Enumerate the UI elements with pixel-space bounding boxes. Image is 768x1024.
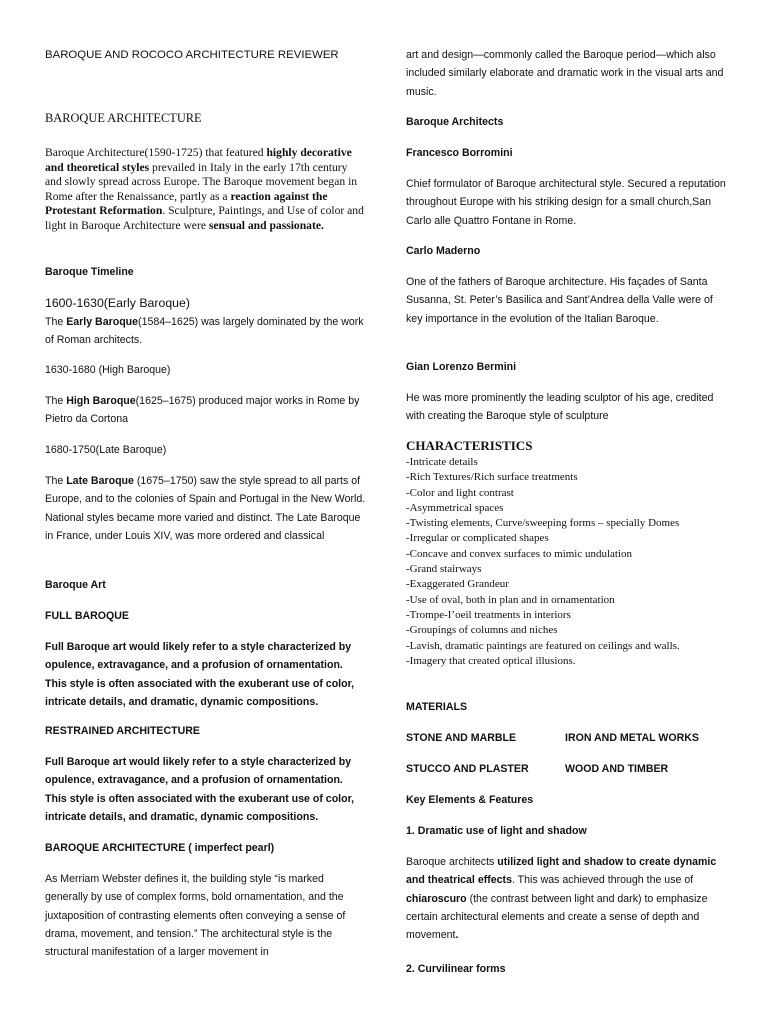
characteristic-item: -Irregular or complicated shapes bbox=[406, 532, 549, 545]
architect-text-maderno: One of the fathers of Baroque architecture. His façades of Santa Susanna, St. Peter’s Basilica and Sant’Andrea della Valle were of key importance in the evolution of the Italian Baroque. bbox=[406, 276, 713, 325]
art-heading: Baroque Art bbox=[45, 579, 106, 591]
characteristic-item: -Rich Textures/Rich surface treatments bbox=[406, 471, 578, 484]
materials-heading: MATERIALS bbox=[406, 701, 468, 713]
architect-name-bermini: Gian Lorenzo Bermini bbox=[406, 361, 517, 373]
materials-row-1 bbox=[406, 729, 728, 747]
characteristic-item: -Trompe-I’oeil treatments in interiors bbox=[406, 608, 571, 621]
late-range: 1680-1750(Late Baroque) bbox=[45, 444, 167, 456]
early-range: 1600-1630(Early Baroque) bbox=[45, 296, 190, 310]
pearl-heading: BAROQUE ARCHITECTURE ( imperfect pearl) bbox=[45, 842, 275, 854]
materials-row-2 bbox=[406, 760, 728, 778]
characteristic-item: -Color and light contrast bbox=[406, 486, 514, 499]
full-baroque-heading: FULL BAROQUE bbox=[45, 610, 129, 622]
continued-paragraph: art and design—commonly called the Baroque period—which also included similarly elaborate and dramatic work in the visual arts and music. bbox=[406, 49, 724, 98]
restrained-text: Full Baroque art would likely refer to a style characterized by opulence, extravagance, and a profusion of ornamentation. This style is often associated with the exuberant use of color, intricate details, and dramatic, dynamic compositions. bbox=[45, 756, 355, 823]
high-paragraph: The High Baroque(1625–1675) produced major works in Rome by Pietro da Cortona bbox=[45, 395, 360, 426]
characteristic-item: -Asymmetrical spaces bbox=[406, 501, 504, 514]
characteristic-item: -Grand stairways bbox=[406, 563, 482, 576]
material-item: IRON AND METAL WORKS bbox=[565, 732, 699, 744]
document-title: BAROQUE AND ROCOCO ARCHITECTURE REVIEWER bbox=[45, 49, 339, 61]
high-range: 1630-1680 (High Baroque) bbox=[45, 364, 171, 376]
material-item: STUCCO AND PLASTER bbox=[406, 763, 529, 775]
material-item: WOOD AND TIMBER bbox=[565, 763, 669, 775]
characteristic-item: -Groupings of columns and niches bbox=[406, 624, 558, 637]
timeline-heading: Baroque Timeline bbox=[45, 266, 134, 278]
architects-heading: Baroque Architects bbox=[406, 116, 504, 128]
late-paragraph: The Late Baroque (1675–1750) saw the style spread to all parts of Europe, and to the colonies of Spain and Portugal in the New World. National styles became more varied and distinct. The Late Baroque in France, under Louis XIV, was more ordered and classical bbox=[45, 475, 366, 542]
characteristic-item: -Lavish, dramatic paintings are featured on ceilings and walls. bbox=[406, 639, 680, 652]
characteristic-item: -Concave and convex surfaces to mimic undulation bbox=[406, 547, 633, 560]
intro-paragraph: Baroque Architecture(1590-1725) that featured highly decorative and theoretical styles prevailed in Italy in the early 17th century and slowly spread across Europe. The Baroque movement began in Rome after the Renaissance, partly as a reaction against the Protestant Reformation. Sculpture, Paintings, and Use of color and light in Baroque Architecture were sensual and passionate. bbox=[45, 146, 364, 232]
material-item: STONE AND MARBLE bbox=[406, 732, 517, 744]
pearl-text: As Merriam Webster defines it, the building style “is marked generally by use of complex forms, bold ornamentation, and the juxtaposition of contrasting elements often conveying a sense of drama, movement, and tension.” The architectural style is the structural manifestation of a larger movement in bbox=[45, 873, 346, 959]
architect-text-borromini: Chief formulator of Baroque architectural style. Secured a reputation throughout Europe with his striking design for a small church,San Carlo alle Quattro Fontane in Rome. bbox=[406, 178, 726, 227]
characteristic-item: -Exaggerated Grandeur bbox=[406, 578, 509, 591]
characteristic-item: -Imagery that created optical illusions. bbox=[406, 654, 576, 667]
characteristic-item: -Twisting elements, Curve/sweeping forms – specially Domes bbox=[406, 517, 680, 530]
light-heading: 1. Dramatic use of light and shadow bbox=[406, 825, 587, 837]
characteristics-list bbox=[406, 455, 728, 669]
architect-text-bermini: He was more prominently the leading sculptor of his age, credited with creating the Baroque style of sculpture bbox=[406, 392, 714, 423]
light-paragraph: Baroque architects utilized light and shadow to create dynamic and theatrical effects. This was achieved through the use of chiaroscuro (the contrast between light and dark) to emphasize certain architectural elements and create a sense of depth and movement. bbox=[406, 856, 717, 942]
characteristics-heading: CHARACTERISTICS bbox=[406, 438, 533, 453]
characteristic-item: -Use of oval, both in plan and in ornamentation bbox=[406, 593, 615, 606]
restrained-heading: RESTRAINED ARCHITECTURE bbox=[45, 725, 200, 737]
section-title: BAROQUE ARCHITECTURE bbox=[45, 111, 202, 125]
key-elements-heading: Key Elements & Features bbox=[406, 794, 534, 806]
curvilinear-heading: 2. Curvilinear forms bbox=[406, 963, 506, 975]
characteristic-item: -Intricate details bbox=[406, 456, 478, 468]
early-paragraph: The Early Baroque(1584–1625) was largely dominated by the work of Roman architects. bbox=[45, 316, 364, 347]
architect-name-maderno: Carlo Maderno bbox=[406, 245, 481, 257]
architect-name-borromini: Francesco Borromini bbox=[406, 147, 513, 159]
full-baroque-text: Full Baroque art would likely refer to a style characterized by opulence, extravagance, and a profusion of ornamentation. This style is often associated with the exuberant use of color, intricate details, and dramatic, dynamic compositions. bbox=[45, 641, 355, 708]
